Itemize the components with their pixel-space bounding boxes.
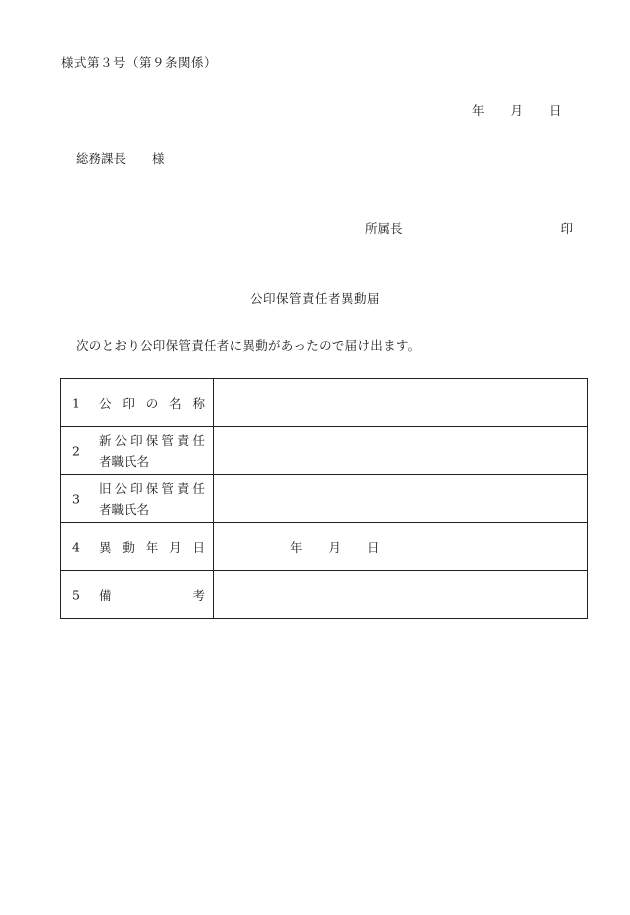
label-char: 公 bbox=[99, 395, 112, 411]
label-char: 責 bbox=[176, 480, 190, 496]
label-char: 年 bbox=[145, 539, 159, 555]
label-char: 責 bbox=[176, 432, 190, 448]
label-char: 名 bbox=[169, 395, 182, 411]
table-row bbox=[61, 571, 588, 619]
label-char: 称 bbox=[192, 395, 205, 411]
row-label-cell bbox=[61, 571, 214, 619]
label-char: 公 bbox=[114, 432, 128, 448]
row-number: 5 bbox=[72, 587, 80, 602]
label-char: 考 bbox=[192, 587, 205, 603]
label-char: 公 bbox=[114, 480, 128, 496]
document-statement: 次のとおり公印保管責任者に異動があったので届け出ます。 bbox=[76, 338, 421, 353]
addressee-title: 総務課長 bbox=[76, 151, 127, 166]
label-char: 旧 bbox=[99, 480, 112, 496]
label-char: 管 bbox=[161, 432, 174, 448]
row-label bbox=[99, 586, 205, 604]
table-row bbox=[61, 523, 588, 571]
label-char: 印 bbox=[130, 480, 143, 496]
addressee-honorific: 様 bbox=[152, 151, 165, 166]
label-char: 月 bbox=[169, 539, 182, 555]
label-char: 管 bbox=[161, 480, 174, 496]
row-number: 4 bbox=[72, 539, 80, 554]
label-line: 者職氏名 bbox=[99, 453, 150, 469]
seal-name-field[interactable] bbox=[214, 379, 588, 427]
label-char: 任 bbox=[192, 480, 205, 496]
form-number: 様式第３号（第９条関係） bbox=[61, 55, 218, 70]
label-char: 動 bbox=[122, 539, 135, 555]
addressee bbox=[76, 149, 165, 167]
row-label bbox=[99, 538, 205, 556]
notification-table bbox=[60, 378, 588, 619]
transfer-date-placeholder: 年 月 日 bbox=[290, 539, 380, 555]
sender-label: 所属長 bbox=[365, 221, 403, 236]
label-char: 印 bbox=[122, 395, 135, 411]
row-label bbox=[99, 430, 205, 472]
transfer-date-field[interactable] bbox=[214, 523, 588, 571]
table-row bbox=[61, 475, 588, 523]
label-char: 印 bbox=[130, 432, 143, 448]
label-char: の bbox=[145, 395, 159, 411]
row-label bbox=[99, 478, 205, 520]
former-custodian-field[interactable] bbox=[214, 475, 588, 523]
row-number: 2 bbox=[72, 443, 80, 458]
remarks-field[interactable] bbox=[214, 571, 588, 619]
row-label-cell bbox=[61, 475, 214, 523]
document-title: 公印保管責任者異動届 bbox=[249, 291, 380, 306]
row-label bbox=[99, 394, 205, 412]
table-row bbox=[61, 379, 588, 427]
label-char: 異 bbox=[99, 539, 112, 555]
seal-mark: 印 bbox=[560, 221, 573, 236]
label-line: 者職氏名 bbox=[99, 501, 150, 517]
row-number: 3 bbox=[72, 491, 80, 506]
new-custodian-field[interactable] bbox=[214, 427, 588, 475]
sender-line bbox=[365, 219, 573, 237]
row-label-cell bbox=[61, 523, 214, 571]
label-char: 新 bbox=[99, 432, 112, 448]
submission-date: 年 月 日 bbox=[472, 103, 562, 118]
label-char: 日 bbox=[192, 539, 205, 555]
label-char: 備 bbox=[99, 587, 112, 603]
row-label-cell bbox=[61, 379, 214, 427]
label-char: 任 bbox=[192, 432, 205, 448]
label-char: 保 bbox=[145, 432, 159, 448]
row-label-cell bbox=[61, 427, 214, 475]
table-row bbox=[61, 427, 588, 475]
label-char: 保 bbox=[145, 480, 159, 496]
row-number: 1 bbox=[72, 395, 80, 410]
